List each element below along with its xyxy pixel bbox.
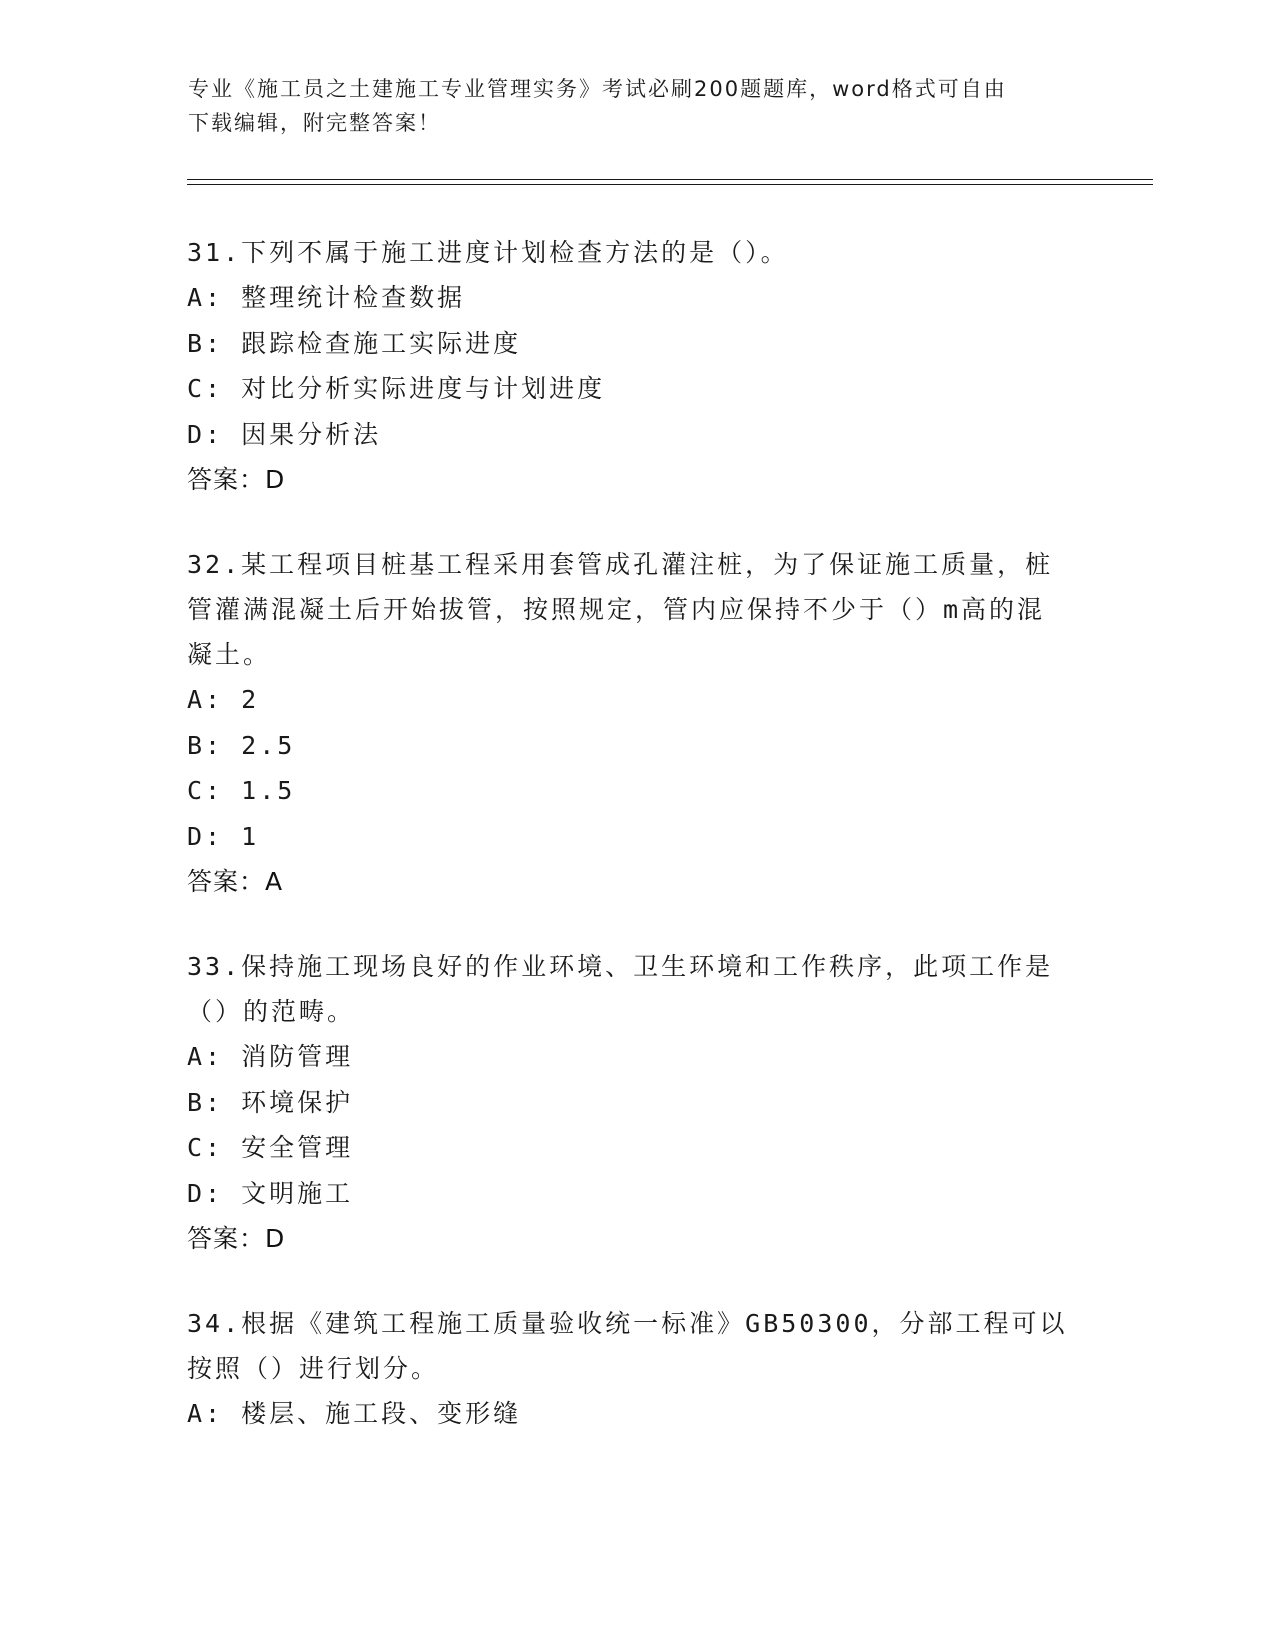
question-31	[187, 230, 1087, 502]
question-stem-line: 按照（）进行划分。	[187, 1354, 440, 1383]
option-a: A: 整理统计检查数据	[187, 283, 466, 312]
option-c: C: 安全管理	[187, 1133, 354, 1162]
question-stem-line: 33.保持施工现场良好的作业环境、卫生环境和工作秩序，此项工作是	[187, 952, 1054, 981]
header-divider-top	[187, 179, 1153, 180]
question-stem-line: 管灌满混凝土后开始拔管，按照规定，管内应保持不少于（）m高的混	[187, 595, 1046, 624]
header-divider-bottom	[187, 184, 1153, 185]
option-b: B: 环境保护	[187, 1087, 354, 1117]
question-33	[187, 944, 1087, 1261]
header-line-1: 专业《施工员之土建施工专业管理实务》考试必刷200题题库，word格式可自由	[188, 77, 1007, 101]
option-b: B: 跟踪检查施工实际进度	[187, 328, 522, 358]
option-a: A: 2	[187, 685, 260, 714]
option-d: D: 文明施工	[187, 1178, 354, 1208]
document-header	[188, 72, 1088, 140]
question-stem-line: 32.某工程项目桩基工程采用套管成孔灌注桩，为了保证施工质量，桩	[187, 550, 1054, 579]
option-a: A: 楼层、施工段、变形缝	[187, 1399, 522, 1428]
option-d: D: 1	[187, 821, 260, 851]
header-line-2: 下载编辑，附完整答案！	[188, 111, 441, 135]
option-c: C: 1.5	[187, 776, 296, 805]
option-b: B: 2.5	[187, 730, 296, 760]
question-list	[187, 230, 1087, 1477]
option-a: A: 消防管理	[187, 1042, 354, 1071]
option-c: C: 对比分析实际进度与计划进度	[187, 374, 606, 403]
answer-line: 答案：A	[187, 867, 284, 896]
question-stem-line: （）的范畴。	[187, 997, 356, 1026]
question-stem-line: 31.下列不属于施工进度计划检查方法的是（）。	[187, 238, 789, 267]
answer-line: 答案：D	[187, 465, 286, 494]
answer-line: 答案：D	[187, 1224, 286, 1253]
option-d: D: 因果分析法	[187, 419, 382, 449]
question-stem-line: 凝土。	[187, 640, 272, 669]
question-32	[187, 542, 1087, 904]
question-stem-line: 34.根据《建筑工程施工质量验收统一标准》GB50300，分部工程可以	[187, 1309, 1068, 1338]
question-34	[187, 1301, 1087, 1437]
